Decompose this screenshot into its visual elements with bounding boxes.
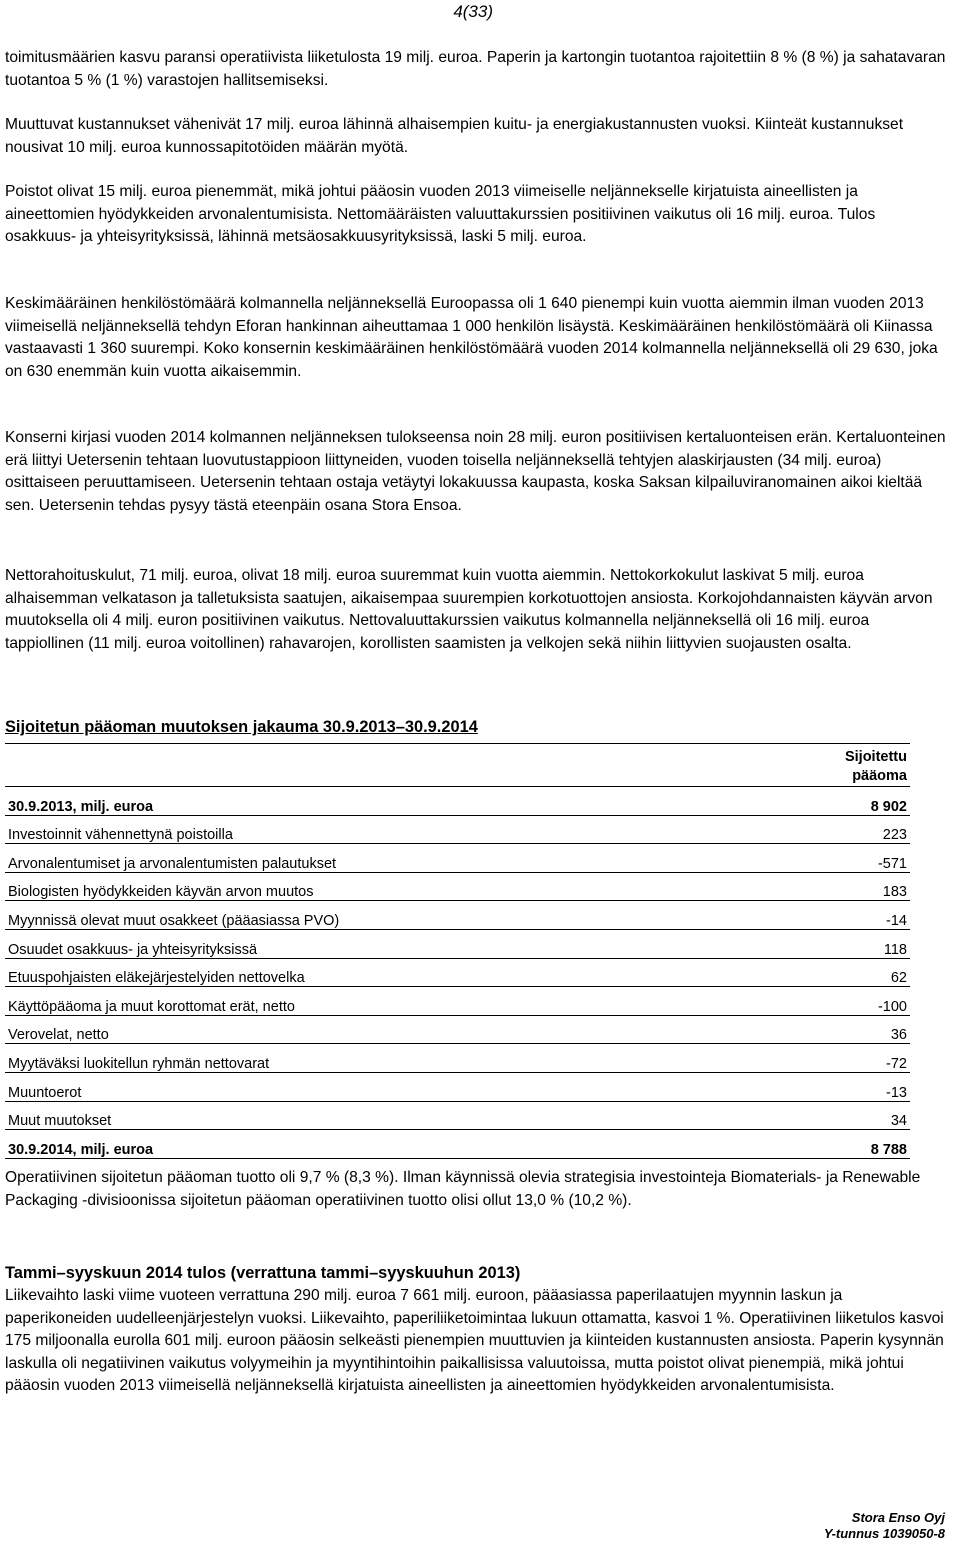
row-value: 118	[754, 929, 910, 958]
table-header-row	[5, 744, 910, 787]
row-label: Investoinnit vähennettynä poistoilla	[5, 815, 754, 844]
row-value: 223	[754, 815, 910, 844]
paragraph-one-off-item	[5, 427, 950, 517]
header-label-cell	[5, 744, 754, 787]
paragraph-roce	[5, 1167, 950, 1212]
row-label: Etuuspohjaisten eläkejärjestelyiden nettovelka	[5, 958, 754, 987]
table-row	[5, 1044, 910, 1073]
row-value: -100	[754, 987, 910, 1016]
row-label: 30.9.2013, milj. euroa	[5, 787, 754, 816]
row-label: 30.9.2014, milj. euroa	[5, 1130, 754, 1159]
row-label: Arvonalentumiset ja arvonalentumisten palautukset	[5, 844, 754, 873]
capital-employed-table	[5, 743, 910, 1159]
footer-business-id: Y-tunnus 1039050-8	[823, 1526, 945, 1541]
paragraph-text: Muuttuvat kustannukset vähenivät 17 milj. euroa lähinnä alhaisempien kuitu- ja energiakustannusten vuoksi. Kiinteät kustannukset nousivat 10 milj. euroa kunnossapitotöiden määrän myötä.	[5, 116, 904, 156]
header-line-2: pääoma	[852, 768, 907, 784]
table-row	[5, 901, 910, 930]
row-value: 62	[754, 958, 910, 987]
table-row	[5, 1072, 910, 1101]
paragraph-text: Poistot olivat 15 milj. euroa pienemmät, mikä johtui pääosin vuoden 2013 viimeiselle neljännekselle kirjatuista aineellisten ja aineettomien hyödykkeiden arvonalentumisista. Nettomääräisten valuuttakurssien positiivinen vaikutus oli 16 milj. euroa. Tulos osakkuus- ja yhteisyrityksissä, lähinnä metsäosakkuusyrityksissä, laski 5 milj. euroa.	[5, 183, 876, 245]
table-row	[5, 929, 910, 958]
row-label: Verovelat, netto	[5, 1015, 754, 1044]
paragraph-text: Keskimääräinen henkilöstömäärä kolmannella neljänneksellä Euroopassa oli 1 640 pienempi kuin vuotta aiemmin ilman vuoden 2013 viimeisellä neljänneksellä tehdyn Eforan hankinnan aiheuttamaa 1 000 henkilön lisäystä. Keskimääräinen henkilöstömäärä oli Kiinassa vastaavasti 1 360 suurempi. Koko konsernin keskimääräinen henkilöstömäärä vuoden 2014 kolmannella neljänneksellä oli 29 630, joka on 630 enemmän kuin vuotta aikaisemmin.	[5, 295, 938, 380]
row-label: Myynnissä olevat muut osakkeet (pääasiassa PVO)	[5, 901, 754, 930]
footer-company: Stora Enso Oyj	[851, 1510, 945, 1525]
paragraph-production	[5, 47, 950, 92]
table-row-closing	[5, 1130, 910, 1159]
row-label: Muut muutokset	[5, 1101, 754, 1130]
paragraph-text: Nettorahoituskulut, 71 milj. euroa, olivat 18 milj. euroa suuremmat kuin vuotta aiemmin. Nettokorkokulut laskivat 5 milj. euroa alhaisemman velkatason ja talletuksista saatujen, aikaisempaa suurempien korkotuottojen ansiosta. Korkojohdannaisten käyvän arvon muutoksella oli 4 milj. euron positiivinen vaikutus. Nettovaluuttakurssien vaikutus kolmannella neljänneksellä oli 16 milj. euroa tappiollinen (11 milj. euroa voitollinen) rahavarojen, korollisten saamisten ja velkojen sekä niihin liittyvien suojausten osalta.	[5, 567, 933, 652]
paragraph-personnel	[5, 293, 950, 383]
table-title: Sijoitetun pääoman muutoksen jakauma 30.9.2013–30.9.2014	[5, 718, 478, 736]
row-value: 8 788	[754, 1130, 910, 1159]
row-label: Myytäväksi luokitellun ryhmän nettovarat	[5, 1044, 754, 1073]
table-row	[5, 844, 910, 873]
paragraph-depreciation	[5, 181, 950, 249]
row-value: 183	[754, 872, 910, 901]
row-label: Muuntoerot	[5, 1072, 754, 1101]
table-row-opening	[5, 787, 910, 816]
page-number: 4(33)	[453, 2, 493, 21]
row-value: -13	[754, 1072, 910, 1101]
paragraph-text: Operatiivinen sijoitetun pääoman tuotto oli 9,7 % (8,3 %). Ilman käynnissä olevia strategisia investointeja Biomaterials- ja Renewable Packaging -divisioonissa sijoitetun pääoman operatiivinen tuotto olisi ollut 13,0 % (10,2 %).	[5, 1169, 921, 1209]
paragraph-costs	[5, 114, 950, 159]
header-line-1: Sijoitettu	[844, 749, 907, 765]
paragraph-ytd-results	[5, 1285, 950, 1398]
paragraph-text: Konserni kirjasi vuoden 2014 kolmannen neljänneksen tulokseensa noin 28 milj. euron positiivisen kertaluonteisen erän. Kertaluonteinen erä liittyi Uetersenin tehtaan luovutustappioon liittyneiden, vuoden toisella neljänneksellä tehtyjen alaskirjausten (34 milj. euroa) osittaiseen peruuttamiseen. Uetersenin tehtaan ostaja vetäytyi lokakuussa kaupasta, koska Saksan kilpailuviranomainen aikoi kieltää sen. Uetersenin tehdas pysyy tästä eteenpäin osana Stora Ensoa.	[5, 429, 946, 514]
row-value: -571	[754, 844, 910, 873]
table-row	[5, 958, 910, 987]
header-capital-employed	[754, 744, 910, 787]
section-heading: Tammi–syyskuun 2014 tulos (verrattuna tammi–syyskuuhun 2013)	[5, 1264, 521, 1282]
row-label: Käyttöpääoma ja muut korottomat erät, netto	[5, 987, 754, 1016]
row-value: 8 902	[754, 787, 910, 816]
table-row	[5, 987, 910, 1016]
row-value: -72	[754, 1044, 910, 1073]
table-row	[5, 1101, 910, 1130]
page-footer	[824, 1510, 945, 1542]
paragraph-text: Liikevaihto laski viime vuoteen verrattuna 290 milj. euroa 7 661 milj. euroon, pääasiassa paperilaatujen myynnin laskun ja paperikoneiden uudelleenjärjestelyn vuoksi. Liikevaihto, paperiliiketoimintaa lukuun ottamatta, kasvoi 1 %. Operatiivinen liiketulos kasvoi 175 miljoonalla eurolla 601 milj. euroon pääosin selkeästi pienempien muuttuvien ja kiinteiden kustannusten ansiosta. Paperin kysynnän laskulla oli negatiivinen vaikutus volyymeihin ja myyntihintoihin paikallisissa valuutoissa, mutta poistot olivat pienempiä, mikä johtui pääosin vuoden 2013 viimeisellä neljänneksellä kirjatuista aineellisten ja aineettomien hyödykkeiden arvonalentumisista.	[5, 1287, 944, 1394]
paragraph-text: toimitusmäärien kasvu paransi operatiivista liiketulosta 19 milj. euroa. Paperin ja kartongin tuotantoa rajoitettiin 8 % (8 %) ja sahatavaran tuotantoa 5 % (1 %) varastojen hallitsemiseksi.	[5, 49, 946, 89]
paragraph-financial-costs	[5, 565, 950, 655]
row-label: Osuudet osakkuus- ja yhteisyrityksissä	[5, 929, 754, 958]
row-value: -14	[754, 901, 910, 930]
table-row	[5, 1015, 910, 1044]
table-row	[5, 872, 910, 901]
row-value: 34	[754, 1101, 910, 1130]
row-label: Biologisten hyödykkeiden käyvän arvon muutos	[5, 872, 754, 901]
table-row	[5, 815, 910, 844]
row-value: 36	[754, 1015, 910, 1044]
